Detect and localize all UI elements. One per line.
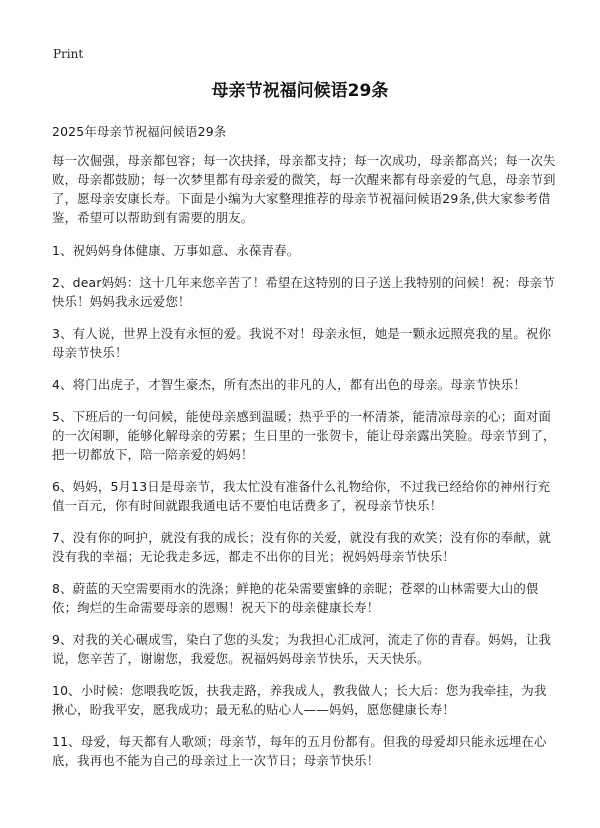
wish-item: 1、祝妈妈身体健康、万事如意、永葆青春。 <box>52 243 300 258</box>
article-subtitle: 2025年母亲节祝福问候语29条 <box>52 124 227 139</box>
wish-item: 7、没有你的呵护，就没有我的成长；没有你的关爱，就没有我的欢笑；没有你的奉献，就没有我的幸福；无论我走多远，都走不出你的目光；祝妈妈母亲节快乐！ <box>52 530 552 564</box>
wish-item: 9、对我的关心碾成雪，染白了您的头发；为我担心汇成河，流走了你的青春。妈妈，让我说，您辛苦了，谢谢您，我爱您。祝福妈妈母亲节快乐，天天快乐。 <box>52 632 552 666</box>
page-title: 母亲节祝福问候语29条 <box>211 81 389 101</box>
wish-item: 3、有人说，世界上没有永恒的爱。我说不对！母亲永恒，她是一颗永远照亮我的星。祝你母亲节快乐！ <box>52 326 552 360</box>
wish-item: 10、小时候：您喂我吃饭，扶我走路，养我成人，教我做人；长大后：您为我牵挂，为我揪心，盼我平安，愿我成功；最无私的贴心人——妈妈，愿您健康长寿！ <box>52 683 547 717</box>
wish-item: 4、将门出虎子，才智生豪杰，所有杰出的非凡的人，都有出色的母亲。母亲节快乐！ <box>52 377 526 392</box>
wish-item: 6、妈妈，5月13日是母亲节，我太忙没有准备什么礼物给你，不过我已经给你的神州行充值一百元，你有时间就跟我通电话不要怕电话费多了，祝母亲节快乐！ <box>52 479 551 513</box>
article-intro: 每一次倔强，母亲都包容；每一次抉择，母亲都支持；每一次成功，母亲都高兴；每一次失败，母亲都鼓励；每一次梦里都有母亲爱的微笑，每一次醒来都有母亲爱的气息，母亲节到了，愿母亲安康长寿。下面是小编为大家整理推荐的母亲节祝福问候语29条,供大家参考借鉴，希望可以帮助到有需要的朋友。 <box>52 153 556 225</box>
wish-item: 2、dear妈妈：这十几年来您辛苦了！希望在这特别的日子送上我特别的问候！祝：母亲节快乐！妈妈我永远爱您！ <box>52 275 555 309</box>
wish-list <box>52 241 558 770</box>
print-link[interactable]: Print <box>53 47 84 61</box>
article-content <box>52 122 558 783</box>
wish-item: 5、下班后的一句问候，能使母亲感到温暖；热乎乎的一杯清茶，能清凉母亲的心；面对面的一次闲聊，能够化解母亲的劳累；生日里的一张贺卡，能让母亲露出笑脸。母亲节到了，把一切都放下，陪一陪亲爱的妈妈！ <box>52 409 556 462</box>
wish-item: 8、蔚蓝的天空需要雨水的洗涤；鲜艳的花朵需要蜜蜂的亲昵；苍翠的山林需要大山的偎依；绚烂的生命需要母亲的恩赐！祝天下的母亲健康长寿！ <box>52 581 539 615</box>
wish-item: 11、母爱，每天都有人歌颂；母亲节，每年的五月份都有。但我的母爱却只能永远埋在心底，我再也不能为自己的母亲过上一次节日；母亲节快乐！ <box>52 734 547 768</box>
